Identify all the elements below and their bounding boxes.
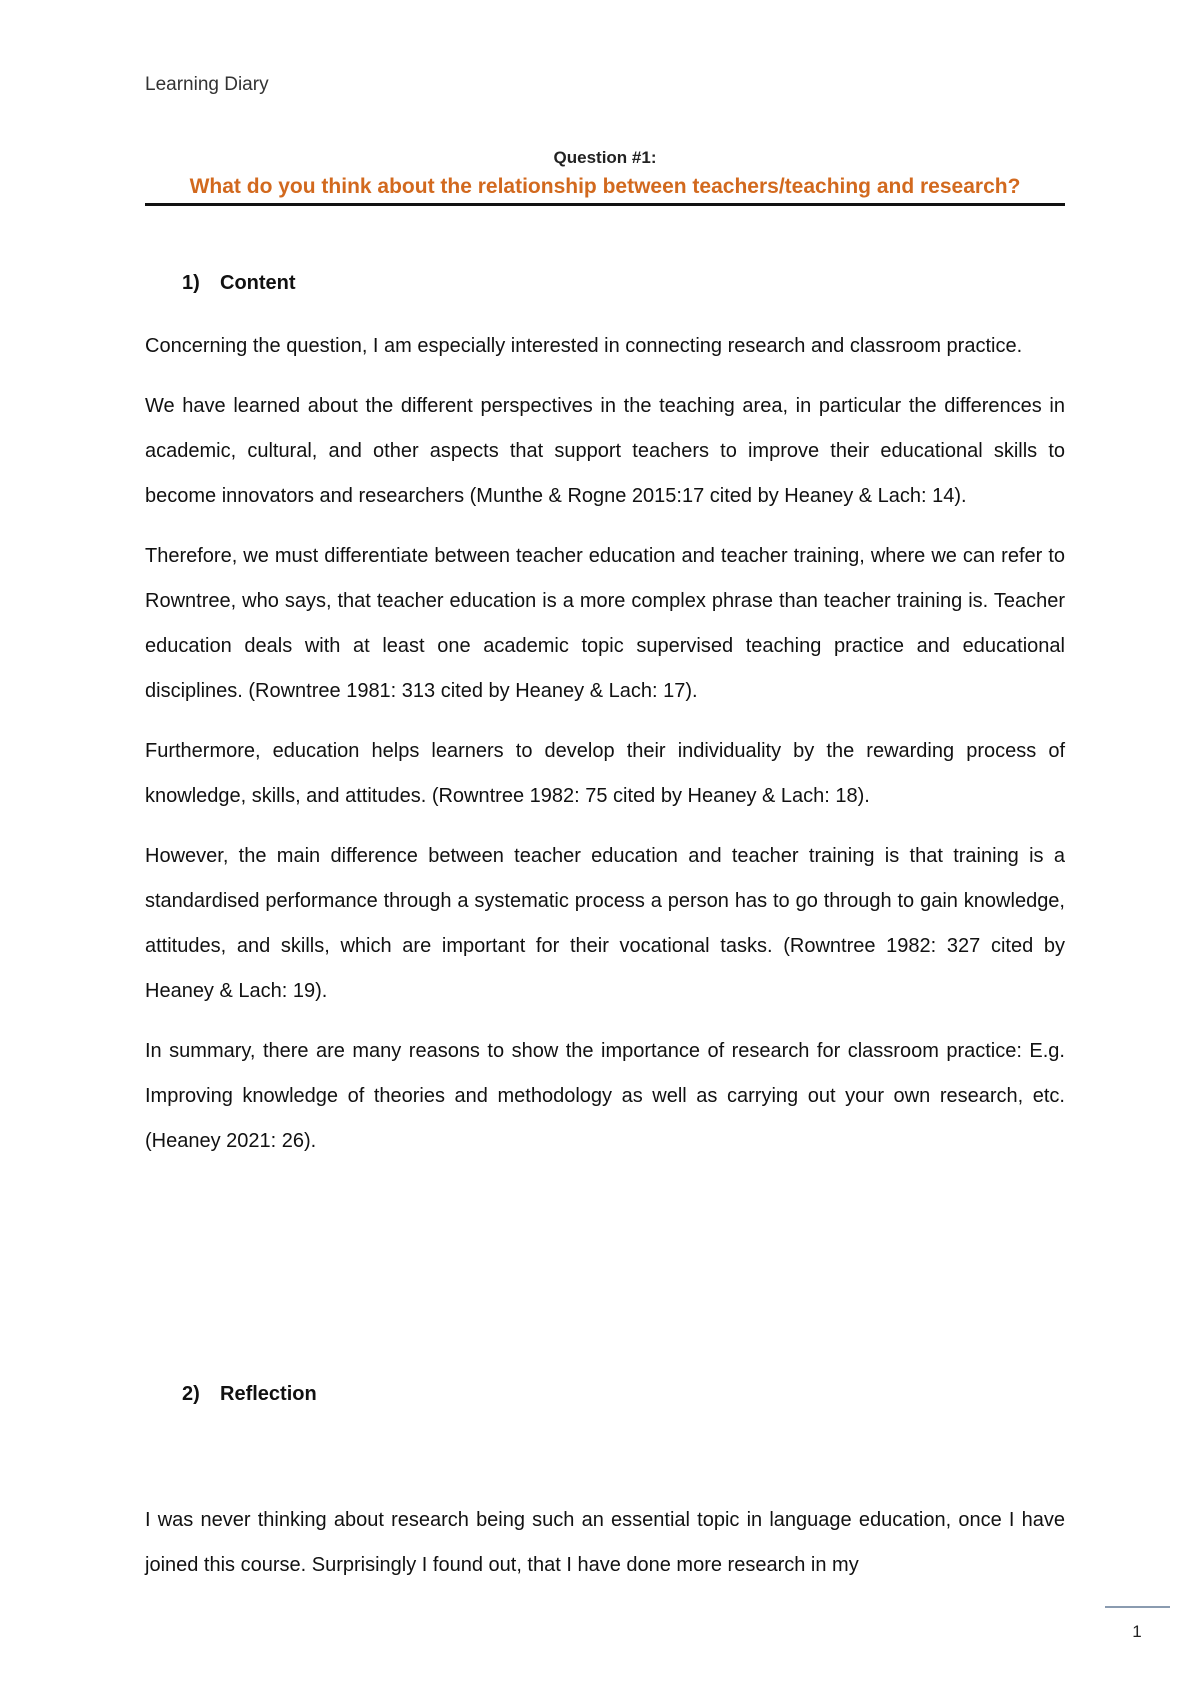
- question-block: [145, 146, 1065, 202]
- question-text: What do you think about the relationship between teachers/teaching and research?: [189, 175, 1021, 198]
- running-header: Learning Diary: [145, 74, 269, 95]
- paragraph: Concerning the question, I am especially interested in connecting research and classroom practice.: [145, 335, 1023, 357]
- section-heading-content: [182, 272, 296, 295]
- question-underline: [145, 203, 1065, 206]
- paragraph: Furthermore, education helps learners to develop their individuality by the rewarding process of knowledge, skills, and attitudes. (Rowntree 1982: 75 cited by Heaney & Lach: 18).: [145, 740, 1065, 807]
- section-body-reflection: [145, 1498, 1065, 1603]
- page-number: 1: [1132, 1622, 1142, 1641]
- section-heading-reflection: [182, 1383, 317, 1406]
- paragraph: We have learned about the different perspectives in the teaching area, in particular the differences in academic, cultural, and other aspects that support teachers to improve their educational skills to become innovators and researchers (Munthe & Rogne 2015:17 cited by Heaney & Lach: 14).: [145, 395, 1065, 507]
- section-title: Reflection: [220, 1383, 317, 1405]
- paragraph: Therefore, we must differentiate between teacher education and teacher training, where we can refer to Rowntree, who says, that teacher education is a more complex phrase than teacher training is. Teacher education deals with at least one academic topic supervised teaching practice and educational disciplines. (Rowntree 1981: 313 cited by Heaney & Lach: 17).: [145, 545, 1065, 702]
- paragraph: However, the main difference between teacher education and teacher training is that training is a standardised performance through a systematic process a person has to go through to gain knowledge, attitudes, and skills, which are important for their vocational tasks. (Rowntree 1982: 327 cited by Heaney & Lach: 19).: [145, 845, 1065, 1002]
- section-body-content: [145, 324, 1065, 1179]
- section-title: Content: [220, 272, 296, 294]
- footer-rule: [1105, 1606, 1170, 1608]
- paragraph: I was never thinking about research being such an essential topic in language education, once I have joined this course. Surprisingly I found out, that I have done more research in my: [145, 1509, 1065, 1576]
- paragraph: In summary, there are many reasons to show the importance of research for classroom practice: E.g. Improving knowledge of theories and methodology as well as carrying out your own research, etc. (Heaney 2021: 26).: [145, 1040, 1065, 1152]
- section-number: 2): [182, 1383, 200, 1405]
- section-number: 1): [182, 272, 200, 294]
- question-number: Question #1:: [553, 148, 657, 167]
